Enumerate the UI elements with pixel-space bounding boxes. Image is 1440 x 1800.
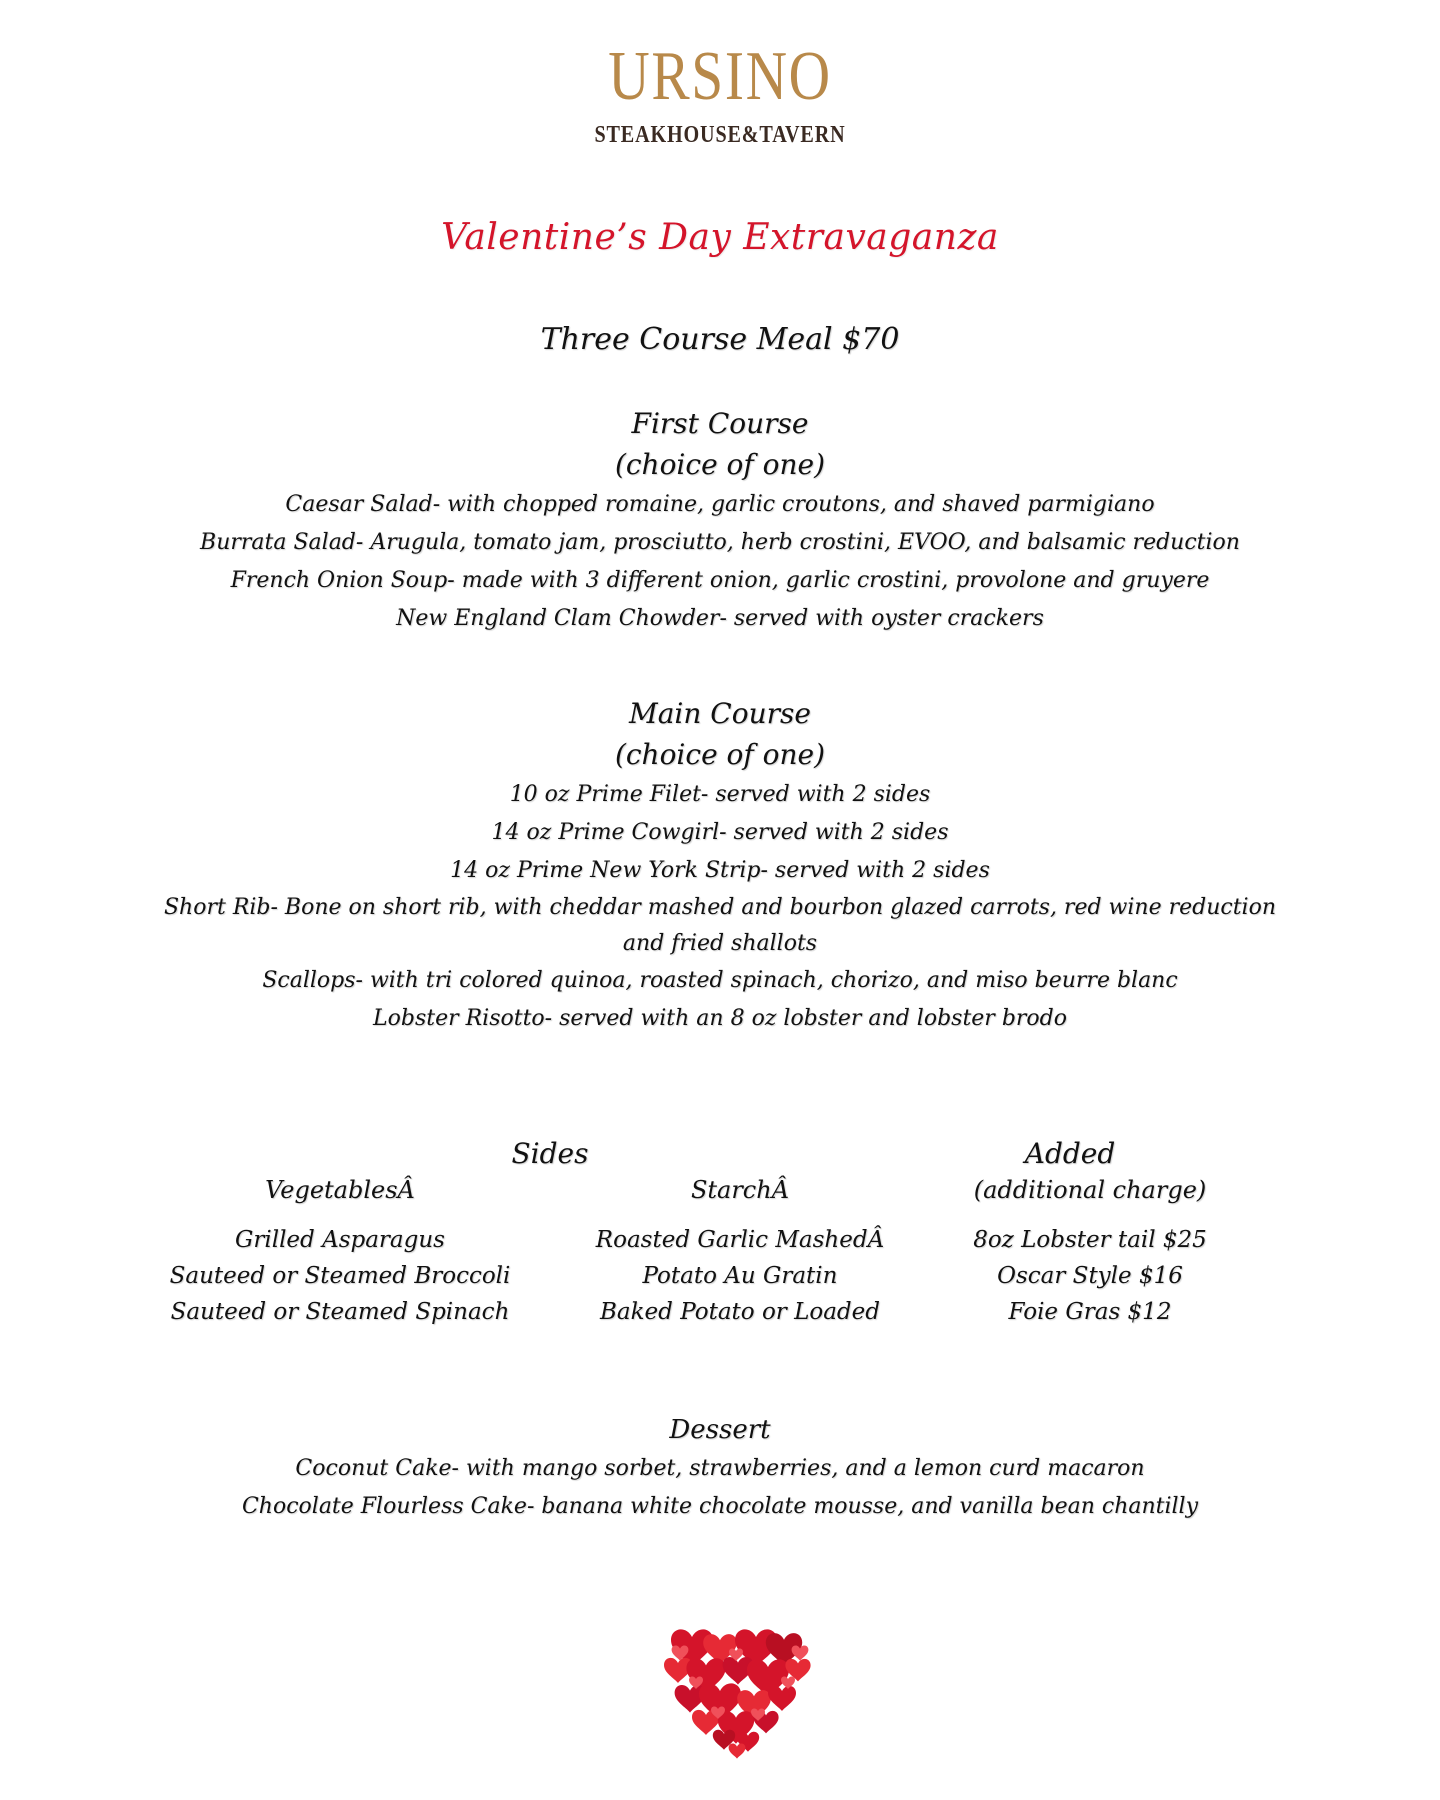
meal-price: Three Course Meal $70 bbox=[540, 322, 900, 357]
added-item: Oscar Style $16 bbox=[997, 1263, 1183, 1289]
heart-icon bbox=[660, 1615, 815, 1760]
menu-item: Lobster Risotto- served with an 8 oz lobster and lobster brodo bbox=[373, 1006, 1067, 1031]
dessert-title: Dessert bbox=[669, 1415, 771, 1445]
main-course-title: Main Course bbox=[629, 697, 811, 730]
first-course-section bbox=[0, 404, 1440, 638]
menu-item: New England Clam Chowder- served with oyster crackers bbox=[396, 606, 1044, 631]
event-title: Valentine’s Day Extravaganza bbox=[441, 217, 999, 258]
logo-name: URSINO bbox=[608, 38, 832, 115]
added-heading: Added bbox=[1024, 1137, 1116, 1170]
first-course-subtitle: (choice of one) bbox=[614, 448, 826, 481]
menu-item: Scallops- with tri colored quinoa, roasted spinach, chorizo, and miso beurre blanc bbox=[262, 968, 1178, 993]
side-item: Grilled Asparagus bbox=[235, 1227, 445, 1253]
menu-item: 10 oz Prime Filet- served with 2 sides bbox=[509, 782, 931, 807]
menu-item: Caesar Salad- with chopped romaine, garlic croutons, and shaved parmigiano bbox=[285, 492, 1155, 517]
vegetables-label: VegetablesÂ bbox=[265, 1176, 415, 1204]
side-item: Roasted Garlic MashedÂ bbox=[595, 1227, 885, 1253]
main-course-subtitle: (choice of one) bbox=[614, 738, 826, 771]
dessert-section bbox=[0, 1410, 1440, 1526]
added-column bbox=[940, 1172, 1240, 1330]
side-item: Sauteed or Steamed Spinach bbox=[170, 1299, 510, 1325]
added-item: 8oz Lobster tail $25 bbox=[973, 1227, 1207, 1253]
starch-label: StarchÂ bbox=[690, 1176, 790, 1204]
menu-item: 14 oz Prime Cowgirl- served with 2 sides bbox=[491, 820, 949, 845]
menu-item: Short Rib- Bone on short rib, with cheddar mashed and bourbon glazed carrots, red wine reduction and fried shallots bbox=[163, 895, 1276, 956]
dessert-item: Chocolate Flourless Cake- banana white chocolate mousse, and vanilla bean chantilly bbox=[241, 1494, 1199, 1519]
dessert-item: Coconut Cake- with mango sorbet, strawberries, and a lemon curd macaron bbox=[295, 1456, 1145, 1481]
side-item: Potato Au Gratin bbox=[642, 1263, 838, 1289]
logo-subtitle: STEAKHOUSE&TAVERN bbox=[594, 122, 846, 148]
side-item: Baked Potato or Loaded bbox=[600, 1299, 880, 1325]
main-course-section bbox=[0, 694, 1440, 1038]
added-subtitle: (additional charge) bbox=[973, 1176, 1207, 1204]
starch-column bbox=[570, 1172, 910, 1330]
added-item: Foie Gras $12 bbox=[1008, 1299, 1172, 1325]
first-course-title: First Course bbox=[631, 407, 809, 440]
vegetables-column bbox=[150, 1172, 530, 1330]
menu-item: 14 oz Prime New York Strip- served with 2 sides bbox=[450, 858, 990, 883]
sides-heading: Sides bbox=[511, 1137, 589, 1170]
menu-item: Burrata Salad- Arugula, tomato jam, prosciutto, herb crostini, EVOO, and balsamic reduction bbox=[200, 530, 1240, 555]
menu-item: French Onion Soup- made with 3 different onion, garlic crostini, provolone and gruyere bbox=[230, 568, 1210, 593]
side-item: Sauteed or Steamed Broccoli bbox=[169, 1263, 511, 1289]
restaurant-logo bbox=[560, 40, 880, 150]
